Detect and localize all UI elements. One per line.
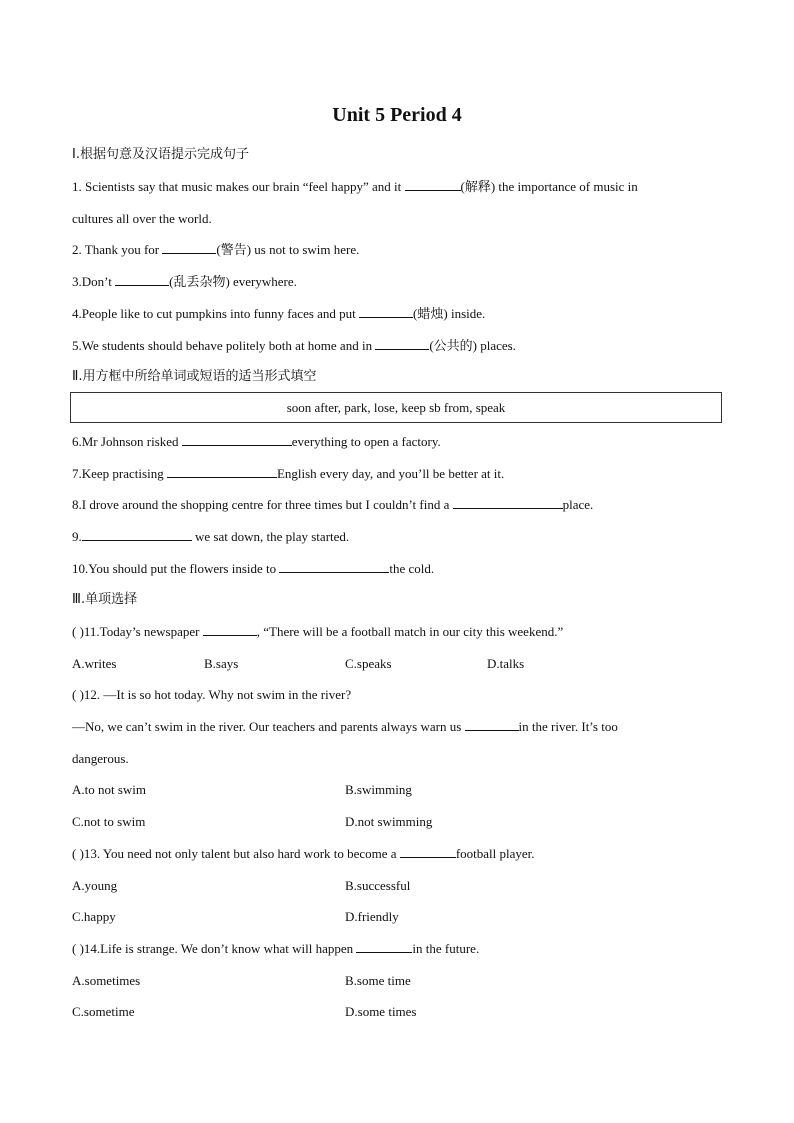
answer-blank[interactable] bbox=[203, 623, 257, 636]
answer-blank[interactable] bbox=[162, 241, 216, 254]
answer-blank[interactable] bbox=[167, 465, 277, 478]
answer-blank[interactable] bbox=[465, 718, 519, 731]
section-1-heading: Ⅰ.根据句意及汉语提示完成句子 bbox=[72, 147, 249, 162]
option-a[interactable]: A.writes bbox=[72, 656, 117, 671]
question-5: 5.We students should behave politely both at home and in (公共的) places. bbox=[72, 338, 516, 353]
option-a[interactable]: A.young bbox=[72, 878, 118, 893]
answer-blank[interactable] bbox=[82, 528, 192, 541]
option-b[interactable]: B.some time bbox=[345, 973, 411, 988]
question-1: 1. Scientists say that music makes our brain “feel happy” and it (解释) the importance of music in bbox=[72, 179, 638, 194]
section-2-heading: Ⅱ.用方框中所给单词或短语的适当形式填空 bbox=[72, 369, 317, 384]
option-d[interactable]: D.friendly bbox=[345, 909, 399, 924]
answer-blank[interactable] bbox=[453, 496, 563, 509]
question-7: 7.Keep practising English every day, and you’ll be better at it. bbox=[72, 466, 505, 481]
option-b[interactable]: B.says bbox=[204, 656, 239, 671]
question-6: 6.Mr Johnson risked everything to open a factory. bbox=[72, 434, 441, 449]
page-title: Unit 5 Period 4 bbox=[332, 104, 462, 126]
option-c[interactable]: C.sometime bbox=[72, 1004, 135, 1019]
question-4: 4.People like to cut pumpkins into funny faces and put (蜡烛) inside. bbox=[72, 306, 486, 321]
word-box: soon after, park, lose, keep sb from, speak bbox=[70, 392, 722, 423]
answer-blank[interactable] bbox=[279, 560, 389, 573]
question-11: ( )11.Today’s newspaper , “There will be a football match in our city this weekend.” bbox=[72, 624, 564, 639]
question-12: ( )12. —It is so hot today. Why not swim in the river? bbox=[72, 687, 352, 702]
answer-blank[interactable] bbox=[356, 940, 412, 953]
option-a[interactable]: A.to not swim bbox=[72, 782, 147, 797]
option-d[interactable]: D.not swimming bbox=[345, 814, 433, 829]
answer-blank[interactable] bbox=[359, 305, 413, 318]
option-b[interactable]: B.swimming bbox=[345, 782, 412, 797]
question-9: 9. we sat down, the play started. bbox=[72, 529, 350, 544]
question-13: ( )13. You need not only talent but also hard work to become a football player. bbox=[72, 846, 535, 861]
answer-blank[interactable] bbox=[375, 337, 429, 350]
question-12-response: —No, we can’t swim in the river. Our teachers and parents always warn us in the river. It’s too bbox=[72, 719, 618, 734]
question-12-continued: dangerous. bbox=[72, 751, 129, 766]
question-10: 10.You should put the flowers inside to the cold. bbox=[72, 561, 435, 576]
option-c[interactable]: C.happy bbox=[72, 909, 116, 924]
answer-blank[interactable] bbox=[400, 845, 456, 858]
question-2: 2. Thank you for (警告) us not to swim here. bbox=[72, 242, 360, 257]
question-8: 8.I drove around the shopping centre for three times but I couldn’t find a place. bbox=[72, 497, 594, 512]
option-d[interactable]: D.some times bbox=[345, 1004, 417, 1019]
answer-blank[interactable] bbox=[182, 433, 292, 446]
option-c[interactable]: C.speaks bbox=[345, 656, 392, 671]
answer-blank[interactable] bbox=[405, 178, 461, 191]
question-14: ( )14.Life is strange. We don’t know what will happen in the future. bbox=[72, 941, 480, 956]
question-1-continued: cultures all over the world. bbox=[72, 211, 212, 226]
option-b[interactable]: B.successful bbox=[345, 878, 411, 893]
question-3: 3.Don’t (乱丢杂物) everywhere. bbox=[72, 274, 297, 289]
option-c[interactable]: C.not to swim bbox=[72, 814, 146, 829]
option-a[interactable]: A.sometimes bbox=[72, 973, 141, 988]
option-d[interactable]: D.talks bbox=[487, 656, 525, 671]
answer-blank[interactable] bbox=[115, 273, 169, 286]
section-3-heading: Ⅲ.单项选择 bbox=[72, 592, 138, 607]
